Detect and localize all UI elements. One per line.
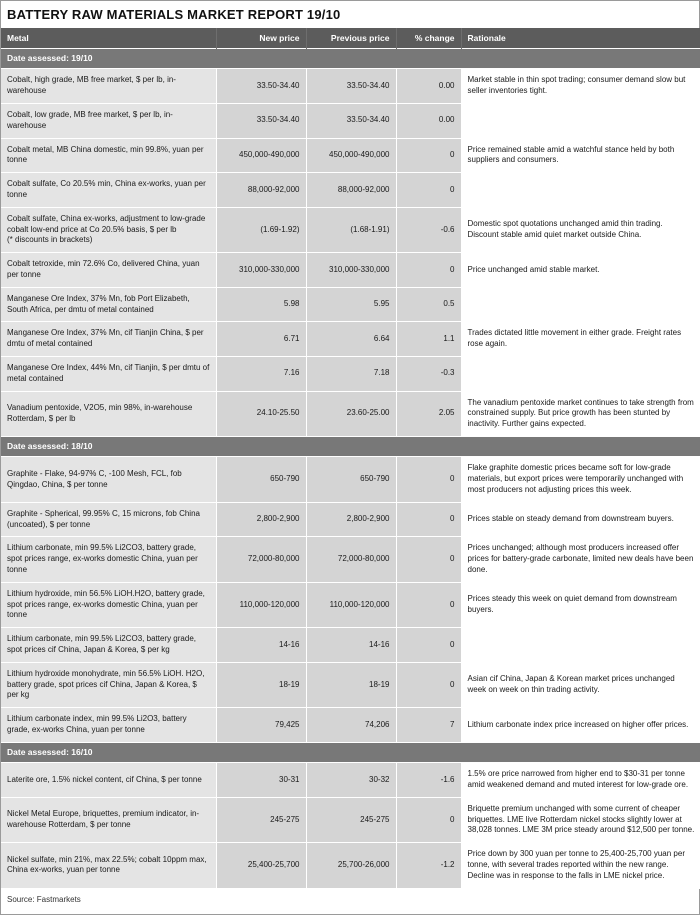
cell-previous-price: 74,206: [306, 708, 396, 743]
cell-change: -0.3: [396, 357, 461, 392]
cell-rationale: Market stable in thin spot trading; consumer demand slow but seller inventories tight.: [461, 69, 700, 104]
section-date-label: Date assessed: 18/10: [1, 437, 700, 457]
cell-rationale: Prices steady this week on quiet demand from downstream buyers.: [461, 582, 700, 627]
cell-new-price: 2,800-2,900: [216, 502, 306, 537]
cell-rationale: Briquette premium unchanged with some current of cheaper briquettes. LME live Rotterdam nickel stocks slightly lower at 38,028 tonnes. LME 3M price steady around $12,500 per tonne.: [461, 797, 700, 842]
cell-change: 0: [396, 253, 461, 288]
cell-new-price: 33.50-34.40: [216, 104, 306, 139]
cell-previous-price: 30-32: [306, 763, 396, 798]
column-header-metal: Metal: [1, 28, 216, 49]
cell-change: -1.2: [396, 843, 461, 888]
cell-metal: Cobalt tetroxide, min 72.6% Co, delivered China, yuan per tonne: [1, 253, 216, 288]
cell-new-price: 30-31: [216, 763, 306, 798]
cell-new-price: 6.71: [216, 322, 306, 357]
table-row: [1, 357, 700, 392]
cell-rationale: Prices unchanged; although most producers increased offer prices for battery-grade carbonate, limited new deals have been done.: [461, 537, 700, 582]
cell-metal: Graphite - Spherical, 99.95% C, 15 microns, fob China (uncoated), $ per tonne: [1, 502, 216, 537]
table-row: [1, 391, 700, 436]
cell-new-price: 24.10-25.50: [216, 391, 306, 436]
cell-change: 2.05: [396, 391, 461, 436]
cell-rationale: 1.5% ore price narrowed from higher end to $30-31 per tonne amid weakened demand and muted interest for low-grade ore.: [461, 763, 700, 798]
cell-previous-price: 25,700-26,000: [306, 843, 396, 888]
cell-rationale: Domestic spot quotations unchanged amid thin trading. Discount stable amid quiet market outside China.: [461, 207, 700, 252]
cell-metal: Cobalt, high grade, MB free market, $ per lb, in-warehouse: [1, 69, 216, 104]
cell-change: 0: [396, 537, 461, 582]
section-date-label: Date assessed: 16/10: [1, 742, 700, 762]
cell-change: 0: [396, 502, 461, 537]
cell-previous-price: 5.95: [306, 287, 396, 322]
cell-previous-price: 14-16: [306, 628, 396, 663]
cell-change: 0.00: [396, 69, 461, 104]
section-date-label: Date assessed: 19/10: [1, 49, 700, 69]
cell-new-price: (1.69-1.92): [216, 207, 306, 252]
cell-rationale: Trades dictated little movement in either grade. Freight rates rose again.: [461, 322, 700, 357]
table-row: [1, 69, 700, 104]
section-header-row: [1, 437, 700, 457]
cell-change: 0: [396, 582, 461, 627]
cell-previous-price: 6.64: [306, 322, 396, 357]
table-row: [1, 628, 700, 663]
cell-change: 0.00: [396, 104, 461, 139]
table-row: [1, 457, 700, 502]
cell-metal: Lithium carbonate, min 99.5% Li2CO3, battery grade, spot prices cif China, Japan & Korea, $ per kg: [1, 628, 216, 663]
cell-change: 1.1: [396, 322, 461, 357]
report-title-bar: [1, 1, 699, 28]
table-header: [1, 28, 700, 49]
column-header-rationale: Rationale: [461, 28, 700, 49]
cell-metal: Lithium carbonate, min 99.5% Li2CO3, battery grade, spot prices range, ex-works domestic China, yuan per tonne: [1, 537, 216, 582]
cell-previous-price: 110,000-120,000: [306, 582, 396, 627]
cell-previous-price: 88,000-92,000: [306, 173, 396, 208]
cell-metal: Lithium hydroxide, min 56.5% LiOH.H2O, battery grade, spot prices range, ex-works domestic China, yuan per tonne: [1, 582, 216, 627]
market-report-table: [1, 28, 700, 889]
cell-previous-price: 33.50-34.40: [306, 69, 396, 104]
cell-metal: Nickel sulfate, min 21%, max 22.5%; cobalt 10ppm max, China ex-works, yuan per tonne: [1, 843, 216, 888]
cell-rationale: Flake graphite domestic prices became soft for low-grade materials, but export prices were temporarily unchanged with most producers not adjusting prices this week.: [461, 457, 700, 502]
cell-metal: Lithium hydroxide monohydrate, min 56.5% LiOH. H2O, battery grade, spot prices cif China, Japan & Korea, $ per kg: [1, 662, 216, 707]
table-row: [1, 173, 700, 208]
cell-previous-price: 650-790: [306, 457, 396, 502]
cell-previous-price: 310,000-330,000: [306, 253, 396, 288]
cell-new-price: 310,000-330,000: [216, 253, 306, 288]
column-header-new-price: New price: [216, 28, 306, 49]
cell-previous-price: 23.60-25.00: [306, 391, 396, 436]
table-row: [1, 708, 700, 743]
column-header-change: % change: [396, 28, 461, 49]
cell-rationale: Prices stable on steady demand from downstream buyers.: [461, 502, 700, 537]
table-row: [1, 502, 700, 537]
table-row: [1, 582, 700, 627]
cell-new-price: 18-19: [216, 662, 306, 707]
table-row: [1, 843, 700, 888]
cell-new-price: 245-275: [216, 797, 306, 842]
column-header-previous-price: Previous price: [306, 28, 396, 49]
cell-change: -0.6: [396, 207, 461, 252]
cell-change: -1.6: [396, 763, 461, 798]
cell-metal: Cobalt metal, MB China domestic, min 99.8%, yuan per tonne: [1, 138, 216, 173]
cell-previous-price: (1.68-1.91): [306, 207, 396, 252]
table-row: [1, 207, 700, 252]
cell-previous-price: 72,000-80,000: [306, 537, 396, 582]
cell-metal: Laterite ore, 1.5% nickel content, cif China, $ per tonne: [1, 763, 216, 798]
cell-previous-price: 2,800-2,900: [306, 502, 396, 537]
cell-rationale: Price remained stable amid a watchful stance held by both suppliers and consumers.: [461, 138, 700, 173]
cell-rationale: Lithium carbonate index price increased on higher offer prices.: [461, 708, 700, 743]
table-row: [1, 138, 700, 173]
cell-new-price: 33.50-34.40: [216, 69, 306, 104]
table-row: [1, 322, 700, 357]
cell-rationale: [461, 628, 700, 663]
cell-metal: Cobalt sulfate, Co 20.5% min, China ex-works, yuan per tonne: [1, 173, 216, 208]
cell-new-price: 72,000-80,000: [216, 537, 306, 582]
cell-metal: Cobalt, low grade, MB free market, $ per lb, in-warehouse: [1, 104, 216, 139]
cell-metal: Lithium carbonate index, min 99.5% Li2O3, battery grade, ex-works China, yuan per tonne: [1, 708, 216, 743]
table-row: [1, 287, 700, 322]
cell-metal: Graphite - Flake, 94-97% C, -100 Mesh, FCL, fob Qingdao, China, $ per tonne: [1, 457, 216, 502]
table-row: [1, 763, 700, 798]
cell-change: 0: [396, 797, 461, 842]
cell-new-price: 14-16: [216, 628, 306, 663]
cell-new-price: 88,000-92,000: [216, 173, 306, 208]
cell-change: 7: [396, 708, 461, 743]
cell-new-price: 79,425: [216, 708, 306, 743]
table-row: [1, 537, 700, 582]
cell-new-price: 650-790: [216, 457, 306, 502]
cell-new-price: 110,000-120,000: [216, 582, 306, 627]
table-row: [1, 253, 700, 288]
cell-new-price: 7.16: [216, 357, 306, 392]
cell-change: 0: [396, 662, 461, 707]
page-title: BATTERY RAW MATERIALS MARKET REPORT 19/10: [7, 7, 341, 22]
cell-previous-price: 18-19: [306, 662, 396, 707]
cell-metal: Manganese Ore Index, 37% Mn, cif Tianjin China, $ per dmtu of metal contained: [1, 322, 216, 357]
cell-metal: Vanadium pentoxide, V2O5, min 98%, in-warehouse Rotterdam, $ per lb: [1, 391, 216, 436]
cell-change: 0: [396, 628, 461, 663]
cell-rationale: Asian cif China, Japan & Korean market prices unchanged week on week on thin trading activity.: [461, 662, 700, 707]
cell-change: 0: [396, 138, 461, 173]
table-body: [1, 49, 700, 889]
cell-new-price: 450,000-490,000: [216, 138, 306, 173]
cell-rationale: Price unchanged amid stable market.: [461, 253, 700, 288]
cell-metal: Nickel Metal Europe, briquettes, premium indicator, in-warehouse Rotterdam, $ per tonne: [1, 797, 216, 842]
table-row: [1, 797, 700, 842]
cell-rationale: [461, 104, 700, 139]
cell-previous-price: 33.50-34.40: [306, 104, 396, 139]
cell-rationale: Price down by 300 yuan per tonne to 25,400-25,700 yuan per tonne, with several trades reported within the new range. Decline was in response to the falls in LME nickel price.: [461, 843, 700, 888]
section-header-row: [1, 742, 700, 762]
cell-metal: Manganese Ore Index, 44% Mn, cif Tianjin, $ per dmtu of metal contained: [1, 357, 216, 392]
cell-rationale: [461, 173, 700, 208]
table-row: [1, 104, 700, 139]
cell-rationale: The vanadium pentoxide market continues to take strength from constrained supply. But price growth has been stunted by inactivity. Further gains expected.: [461, 391, 700, 436]
table-row: [1, 662, 700, 707]
cell-metal: Cobalt sulfate, China ex-works, adjustment to low-grade cobalt low-end price at Co 20.5% basis, $ per lb (* discounts in brackets): [1, 207, 216, 252]
cell-change: 0: [396, 173, 461, 208]
cell-previous-price: 245-275: [306, 797, 396, 842]
cell-change: 0: [396, 457, 461, 502]
table-header-row: [1, 28, 700, 49]
cell-previous-price: 7.18: [306, 357, 396, 392]
cell-new-price: 25,400-25,700: [216, 843, 306, 888]
source-note: Source: Fastmarkets: [1, 889, 699, 914]
cell-rationale: [461, 287, 700, 322]
section-header-row: [1, 49, 700, 69]
cell-rationale: [461, 357, 700, 392]
cell-previous-price: 450,000-490,000: [306, 138, 396, 173]
cell-new-price: 5.98: [216, 287, 306, 322]
cell-change: 0.5: [396, 287, 461, 322]
cell-metal: Manganese Ore Index, 37% Mn, fob Port Elizabeth, South Africa, per dmtu of metal contained: [1, 287, 216, 322]
